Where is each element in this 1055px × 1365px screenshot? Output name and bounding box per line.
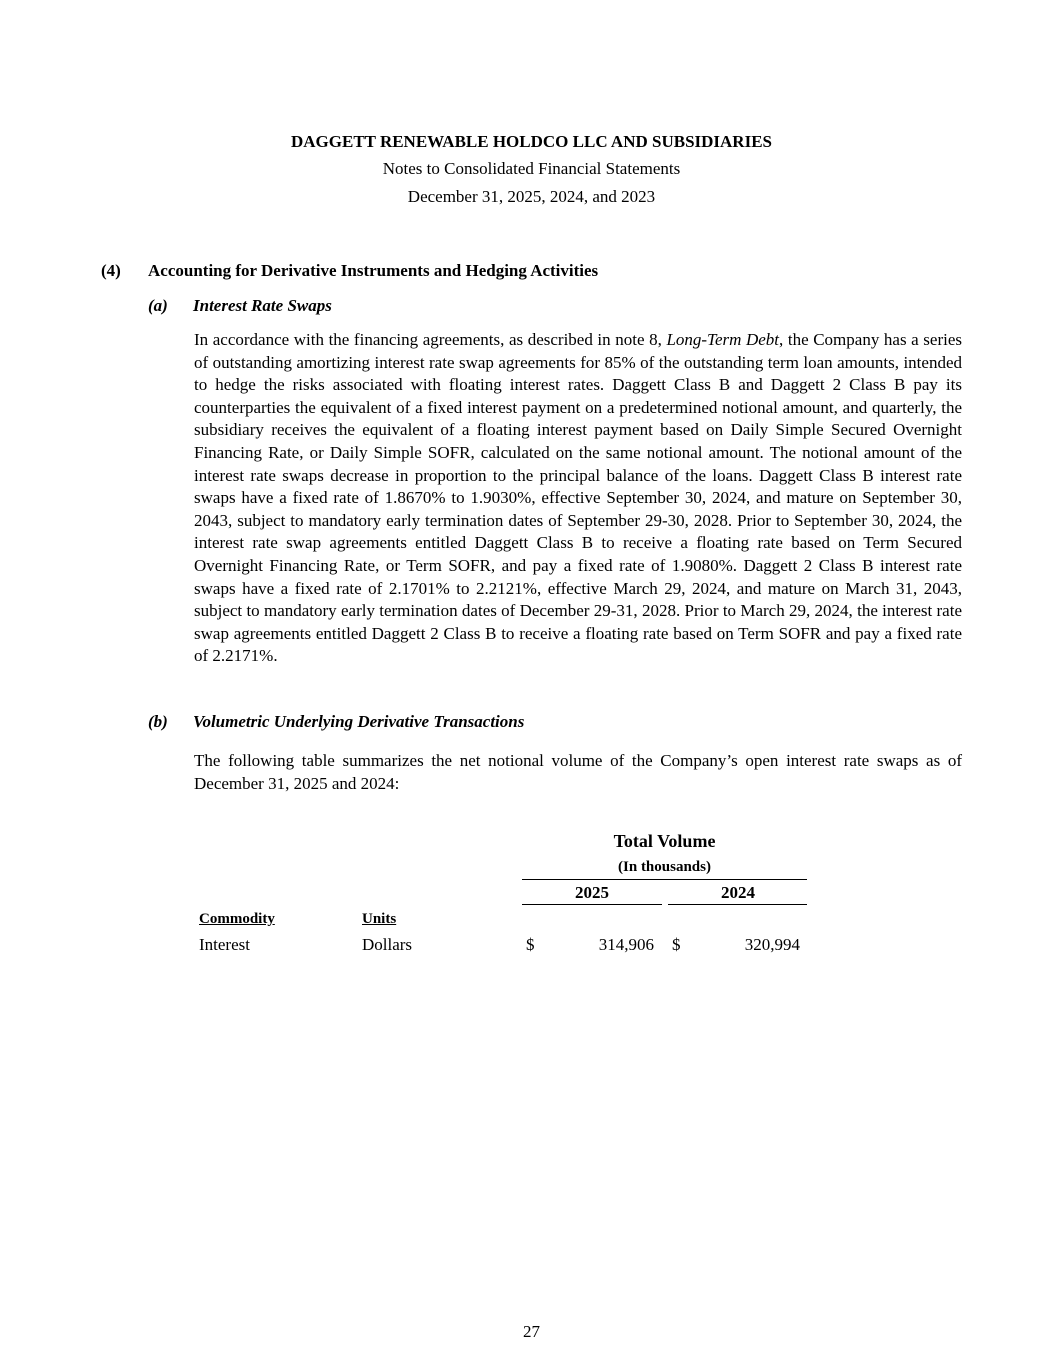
row-currency-2025: $	[526, 935, 535, 954]
section-title: Accounting for Derivative Instruments and Hedging Activities	[148, 261, 599, 280]
volumetric-paragraph: The following table summarizes the net notional volume of the Company’s open interest rate swaps as of December 31, 2025 and 2024:	[194, 751, 962, 793]
row-commodity: Interest	[199, 935, 250, 954]
column-header-units: Units	[362, 911, 397, 927]
subsection-b-label: (b)	[148, 712, 168, 731]
note-reference-italic: Long-Term Debt	[666, 330, 780, 349]
paragraph-text-start: In accordance with the financing agreements, as described in note 8,	[194, 330, 667, 349]
document-header	[0, 129, 1055, 211]
row-units: Dollars	[362, 935, 413, 954]
section-number: (4)	[101, 261, 121, 280]
column-header-commodity: Commodity	[199, 911, 275, 927]
year-2024-rule	[668, 904, 807, 905]
column-year-2024: 2024	[721, 883, 755, 902]
row-value-2024: 320,994	[744, 935, 800, 954]
interest-rate-swaps-paragraph	[194, 329, 962, 668]
subsection-b-title: Volumetric Underlying Derivative Transactions	[193, 712, 525, 731]
company-name: DAGGETT RENEWABLE HOLDCO LLC AND SUBSIDIARIES	[290, 132, 772, 151]
subsection-a-title: Interest Rate Swaps	[193, 296, 332, 315]
column-year-2025: 2025	[575, 883, 609, 902]
row-value-2025: 314,906	[598, 935, 654, 954]
table-header-rule	[522, 879, 807, 880]
table-subtitle: (In thousands)	[618, 859, 711, 875]
page-number: 27	[523, 1322, 540, 1341]
year-2025-rule	[522, 904, 662, 905]
document-date-line: December 31, 2025, 2024, and 2023	[407, 187, 656, 206]
table-title: Total Volume	[613, 831, 716, 851]
row-currency-2024: $	[672, 935, 681, 954]
document-subtitle: Notes to Consolidated Financial Statements	[382, 159, 681, 178]
subsection-a-label: (a)	[148, 296, 168, 315]
paragraph-text-rest: , the Company has a series of outstanding amortizing interest rate swap agreements for 85% of the outstanding term loan amounts, intended to hedge the risks associated with floating interest rates. Daggett Class B and Daggett 2 Class B pay its counterparties the equivalent of a fixed interest payment on a predetermined notional amount, and quarterly, the subsidiary receives the equivalent of a floating interest payment based on Daily Simple Secured Overnight Financing Rate, or Daily Simple SOFR, calculated on the same notional amount. The notional amount of the interest rate swaps decrease in proportion to the principal balance of the loans. Daggett Class B interest rate swaps have a fixed rate of 1.8670% to 1.9030%, effective September 30, 2024, and mature on September 30, 2043, subject to mandatory early termination dates of September 29-30, 2028. Prior to September 30, 2024, the interest rate swap agreements entitled Daggett Class B to receive a floating rate based on Term Secured Overnight Financing Rate, or Term SOFR, and pay a fixed rate of 1.9080%. Daggett 2 Class B interest rate swaps have a fixed rate of 2.1701% to 2.2121%, effective March 29, 2024, and mature on March 31, 2043, subject to mandatory early termination dates of December 29-31, 2028. Prior to March 29, 2024, the interest rate swap agreements entitled Daggett 2 Class B to receive a floating rate based on Term SOFR and pay a fixed rate of 2.2171%.	[194, 330, 963, 666]
